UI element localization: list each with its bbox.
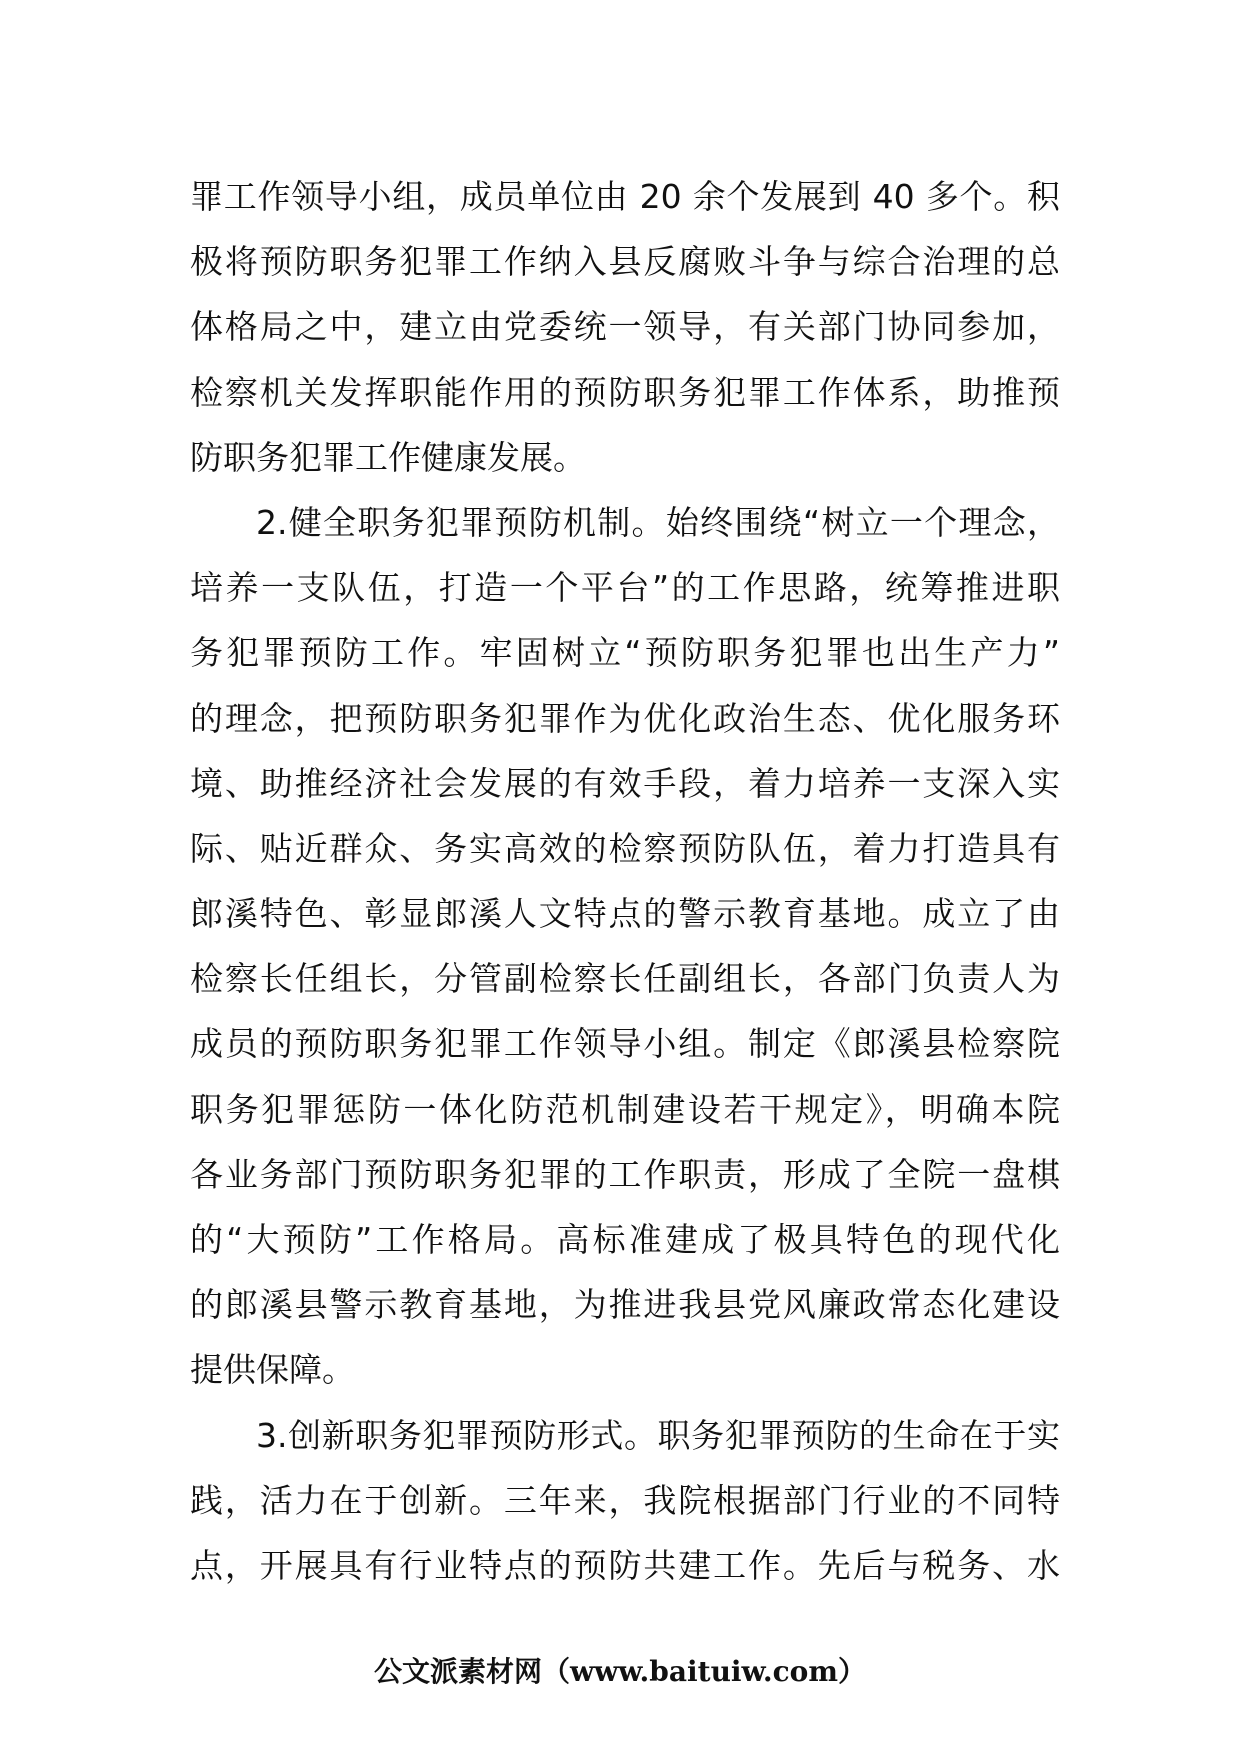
paragraph-start-line: 2.健全职务犯罪预防机制。始终围绕“树立一个理念， xyxy=(256,502,1060,542)
text-line: 职务犯罪惩防一体化防范机制建设若干规定》，明确本院 xyxy=(190,1089,1060,1129)
text-line: 的郎溪县警示教育基地，为推进我县党风廉政常态化建设 xyxy=(190,1285,1060,1325)
text-line: 务犯罪预防工作。牢固树立“预防职务犯罪也出生产力” xyxy=(190,633,1060,673)
body-text xyxy=(190,164,1060,1598)
text-line: 提供保障。 xyxy=(190,1350,355,1390)
text-line: 的“大预防”工作格局。高标准建成了极具特色的现代化 xyxy=(190,1220,1060,1259)
text-line: 检察机关发挥职能作用的预防职务犯罪工作体系，助推预 xyxy=(190,372,1060,412)
text-line: 际、贴近群众、务实高效的检察预防队伍，着力打造具有 xyxy=(190,828,1060,868)
text-line: 罪工作领导小组，成员单位由 20 余个发展到 40 多个。积 xyxy=(190,177,1060,216)
footer-watermark: 公文派素材网（www.baituiw.com） xyxy=(374,1655,866,1688)
text-line: 检察长任组长，分管副检察长任副组长，各部门负责人为 xyxy=(190,959,1060,999)
text-line: 点，开展具有行业特点的预防共建工作。先后与税务、水 xyxy=(190,1545,1060,1585)
text-line: 培养一支队伍，打造一个平台”的工作思路，统筹推进职 xyxy=(190,568,1060,608)
text-line: 极将预防职务犯罪工作纳入县反腐败斗争与综合治理的总 xyxy=(190,242,1060,282)
text-line: 体格局之中，建立由党委统一领导，有关部门协同参加， xyxy=(190,307,1060,347)
paragraph-start-line: 3.创新职务犯罪预防形式。职务犯罪预防的生命在于实 xyxy=(256,1415,1060,1455)
text-line: 成员的预防职务犯罪工作领导小组。制定《郎溪县检察院 xyxy=(190,1024,1060,1064)
text-line: 践，活力在于创新。三年来，我院根据部门行业的不同特 xyxy=(190,1480,1060,1520)
text-line: 防职务犯罪工作健康发展。 xyxy=(190,437,586,477)
text-line: 郎溪特色、彰显郎溪人文特点的警示教育基地。成立了由 xyxy=(190,894,1060,934)
text-line: 各业务部门预防职务犯罪的工作职责，形成了全院一盘棋 xyxy=(190,1154,1060,1194)
text-line: 的理念，把预防职务犯罪作为优化政治生态、优化服务环 xyxy=(190,698,1060,738)
text-line: 境、助推经济社会发展的有效手段，着力培养一支深入实 xyxy=(190,763,1060,803)
